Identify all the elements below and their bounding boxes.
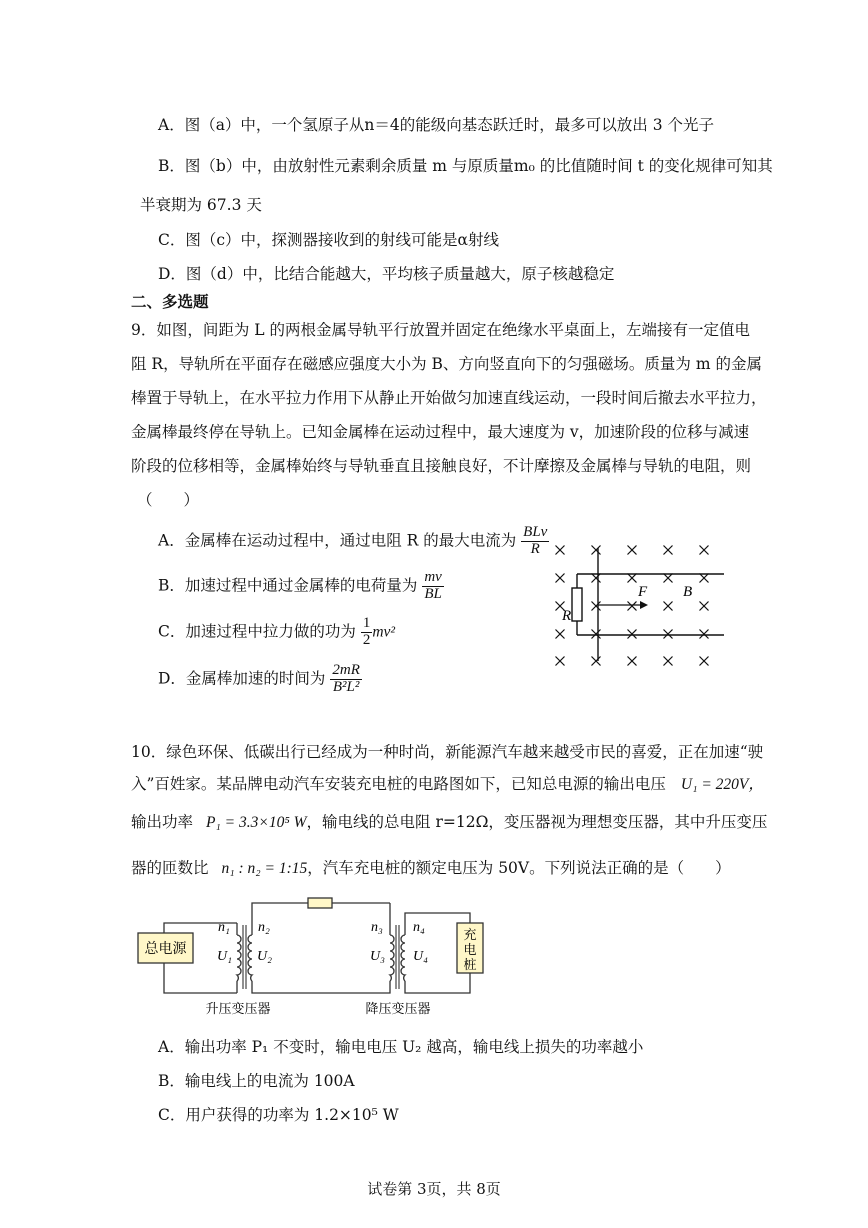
q10-stem-line1: 10．绿色环保、低碳出行已经成为一种时尚，新能源汽车越来越受市民的喜爱，正在加速“驶 bbox=[131, 743, 764, 761]
q10-circuit-diagram bbox=[130, 893, 500, 1018]
frac-den: B²L² bbox=[332, 678, 360, 695]
q9-option-c-tail: mv² bbox=[372, 623, 396, 641]
label-U4: U₄ bbox=[413, 949, 428, 964]
q10-stem-line2 bbox=[131, 772, 764, 794]
q9-option-a bbox=[158, 525, 549, 558]
q10-option-b: B．输电线上的电流为 100A bbox=[158, 1072, 355, 1090]
step-up-label: 升压变压器 bbox=[205, 1001, 271, 1016]
q10-line3-text: 输出功率 bbox=[131, 813, 194, 831]
q10-option-a: A．输出功率 P₁ 不变时，输电电压 U₂ 越高，输电线上损失的功率越小 bbox=[158, 1038, 644, 1056]
q8-option-b-line1: B．图（b）中，由放射性元素剩余质量 m 与原质量m₀ 的比值随时间 t 的变化规律可知其 bbox=[158, 157, 773, 175]
frac-den: R bbox=[530, 540, 540, 557]
q10-p1-value: P₁ = 3.3×10⁵ W bbox=[205, 814, 307, 831]
q10-u1-value: U₁ = 220V， bbox=[680, 776, 764, 793]
frac-den: 2 bbox=[362, 631, 371, 648]
q9-stem-line4: 金属棒最终停在导轨上。已知金属棒在运动过程中，最大速度为 v，加速阶段的位移与减速 bbox=[131, 423, 750, 441]
q9-option-d-text: D．金属棒加速的时间为 bbox=[158, 669, 326, 688]
frac-den: BL bbox=[424, 585, 442, 602]
q10-stem-line3 bbox=[131, 810, 767, 832]
q9-rail-diagram bbox=[540, 536, 730, 676]
q9-option-a-text: A．金属棒在运动过程中，通过电阻 R 的最大电流为 bbox=[158, 531, 517, 550]
q10-line4-tail: ，汽车充电桩的额定电压为 50V。下列说法正确的是（ ） bbox=[307, 859, 731, 877]
q9-option-c-text: C．加速过程中拉力做的功为 bbox=[158, 622, 356, 641]
q8-option-a: A．图（a）中，一个氢原子从n＝4的能级向基态跃迁时，最多可以放出 3 个光子 bbox=[158, 116, 714, 134]
q9-option-d-fraction bbox=[330, 663, 362, 696]
step-down-label: 降压变压器 bbox=[365, 1001, 431, 1016]
label-B: B bbox=[683, 584, 693, 600]
frac-num: mv bbox=[422, 570, 444, 587]
label-U3: U₃ bbox=[370, 949, 385, 964]
frac-num: 1 bbox=[362, 615, 371, 631]
q9-stem-line5: 阶段的位移相等，金属棒始终与导轨垂直且接触良好，不计摩擦及金属棒与导轨的电阻，则 bbox=[131, 457, 752, 475]
q10-turns-ratio: n₁ : n₂ = 1:15 bbox=[221, 860, 308, 877]
charger-label: 充电桩 bbox=[463, 927, 477, 972]
page-footer: 试卷第 3页，共 8页 bbox=[367, 1180, 501, 1198]
q8-option-c: C．图（c）中，探测器接收到的射线可能是α射线 bbox=[158, 231, 500, 249]
power-source-label: 总电源 bbox=[144, 942, 187, 957]
label-U2: U₂ bbox=[257, 949, 272, 964]
label-U1: U₁ bbox=[217, 949, 232, 964]
label-n4: n₄ bbox=[413, 920, 425, 935]
q9-stem-line6: （ ） bbox=[137, 491, 200, 509]
label-F: F bbox=[638, 584, 648, 600]
section-heading: 二、多选题 bbox=[131, 292, 209, 311]
q9-option-d bbox=[158, 663, 362, 696]
label-n2: n₂ bbox=[258, 920, 270, 935]
label-n1: n₁ bbox=[218, 920, 230, 935]
frac-num: BLv bbox=[523, 524, 548, 540]
q8-option-b-line2: 半衰期为 67.3 天 bbox=[140, 196, 262, 214]
q8-option-d: D．图（d）中，比结合能越大，平均核子质量越大，原子核越稳定 bbox=[158, 265, 615, 283]
q9-stem-line1: 9．如图，间距为 L 的两根金属导轨平行放置并固定在绝缘水平桌面上，左端接有一定值电 bbox=[131, 321, 751, 339]
resistor bbox=[572, 588, 582, 621]
q9-option-c-fraction bbox=[361, 616, 373, 649]
line-resistor bbox=[308, 898, 332, 908]
q10-line3-tail: ，输电线的总电阻 r=12Ω，变压器视为理想变压器，其中升压变压 bbox=[306, 813, 768, 831]
q10-stem-line4 bbox=[131, 856, 731, 878]
label-n3: n₃ bbox=[371, 920, 383, 935]
q9-stem-line2: 阻 R，导轨所在平面存在磁感应强度大小为 B、方向竖直向下的匀强磁场。质量为 m 的金属 bbox=[131, 355, 762, 373]
q9-option-b-fraction bbox=[422, 570, 444, 603]
label-R: R bbox=[562, 608, 572, 624]
q10-option-c: C．用户获得的功率为 1.2×10⁵ W bbox=[158, 1106, 399, 1124]
frac-num: 2mR bbox=[332, 662, 360, 678]
q9-option-b-text: B．加速过程中通过金属棒的电荷量为 bbox=[158, 576, 418, 595]
q9-stem-line3: 棒置于导轨上，在水平拉力作用下从静止开始做匀加速直线运动，一段时间后撤去水平拉力， bbox=[131, 389, 767, 407]
q9-option-b bbox=[158, 570, 444, 603]
q10-line2-text: 入”百姓家。某品牌电动汽车安装充电桩的电路图如下，已知总电源的输出电压 bbox=[131, 775, 666, 793]
q10-line4-text: 器的匝数比 bbox=[131, 859, 209, 877]
q9-option-c bbox=[158, 616, 395, 649]
